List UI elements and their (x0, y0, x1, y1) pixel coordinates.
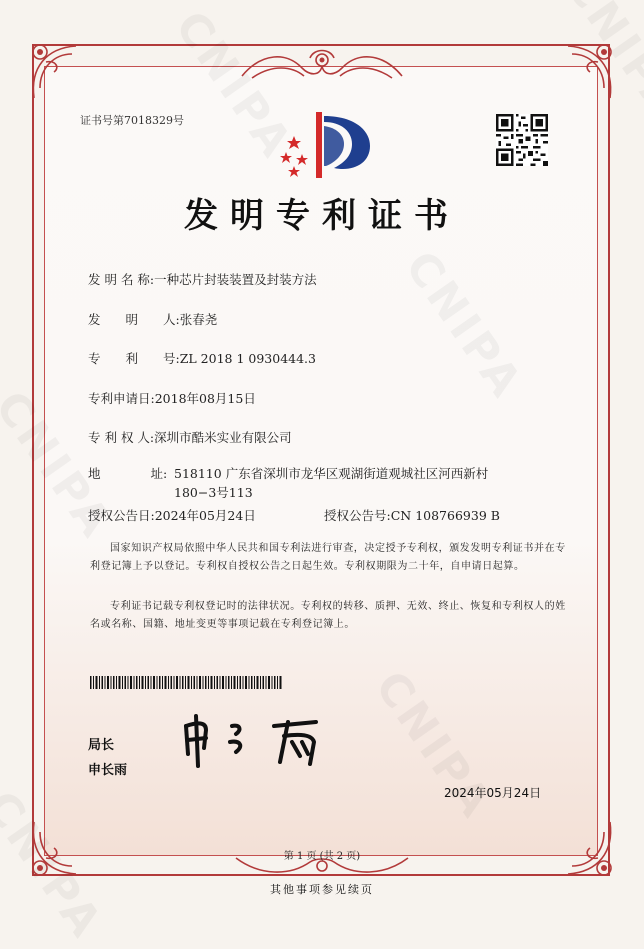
grant-number-label: 授权公告号: (324, 508, 391, 523)
signatory-title: 局长 (88, 738, 115, 753)
barcode-icon (90, 676, 282, 689)
invention-name-value: 一种芯片封装装置及封装方法 (154, 272, 317, 287)
corner-ornament-icon (26, 38, 96, 108)
page-number: 第 1 页 (共 2 页) (283, 851, 361, 862)
filing-date-row (88, 389, 256, 407)
filing-date-value: 2018年08月15日 (154, 391, 256, 406)
patent-number-label: 专 利 号: (88, 351, 180, 366)
registration-statement: 专利证书记载专利权登记时的法律状况。专利权的转移、质押、无效、终止、恢复和专利权人的姓名或名称、国籍、地址变更等事项记载在专利登记簿上。 (90, 601, 566, 630)
corner-ornament-icon (548, 38, 618, 108)
patentee-row (88, 428, 292, 446)
certificate-title: 发明专利证书 (184, 196, 460, 236)
grant-number-row (324, 506, 500, 524)
handwritten-signature-icon (176, 712, 336, 768)
patentee-value: 深圳市酷米实业有限公司 (154, 430, 292, 445)
address-value: 518110 广东省深圳市龙华区观湖街道观城社区河西新村180−3号113 (174, 466, 489, 500)
grant-date-label: 授权公告日: (88, 508, 155, 523)
patent-number-row (88, 349, 316, 367)
patentee-label: 专 利 权 人: (88, 430, 155, 445)
patent-number-value: ZL 2018 1 0930444.3 (179, 351, 316, 366)
qr-code-icon (496, 114, 548, 166)
invention-name-row (88, 270, 317, 288)
certificate-number: 证书号第7018329号 (80, 114, 184, 127)
grant-statement: 国家知识产权局依照中华人民共和国专利法进行审查，决定授予专利权，颁发发明专利证书并在专利登记簿上予以登记。专利权自授权公告之日起生效。专利权期限为二十年，自申请日起算。 (90, 543, 566, 572)
grant-date-row (88, 506, 256, 524)
top-ornament-icon (232, 46, 412, 86)
grant-number-value: CN 108766939 B (390, 508, 500, 523)
signatory-name: 申长雨 (88, 763, 128, 778)
inventor-row (88, 310, 217, 328)
grant-date-value: 2024年05月24日 (154, 508, 256, 523)
inventor-label: 发 明 人: (88, 312, 180, 327)
signature-date: 2024年05月24日 (444, 786, 542, 800)
invention-name-label: 发 明 名 称: (88, 272, 155, 287)
filing-date-label: 专利申请日: (88, 391, 155, 406)
cnipa-logo-icon (272, 108, 382, 184)
inventor-value: 张春尧 (179, 312, 218, 327)
continuation-note: 其他事项参见续页 (270, 883, 374, 896)
address-label: 地 址: (88, 466, 168, 481)
